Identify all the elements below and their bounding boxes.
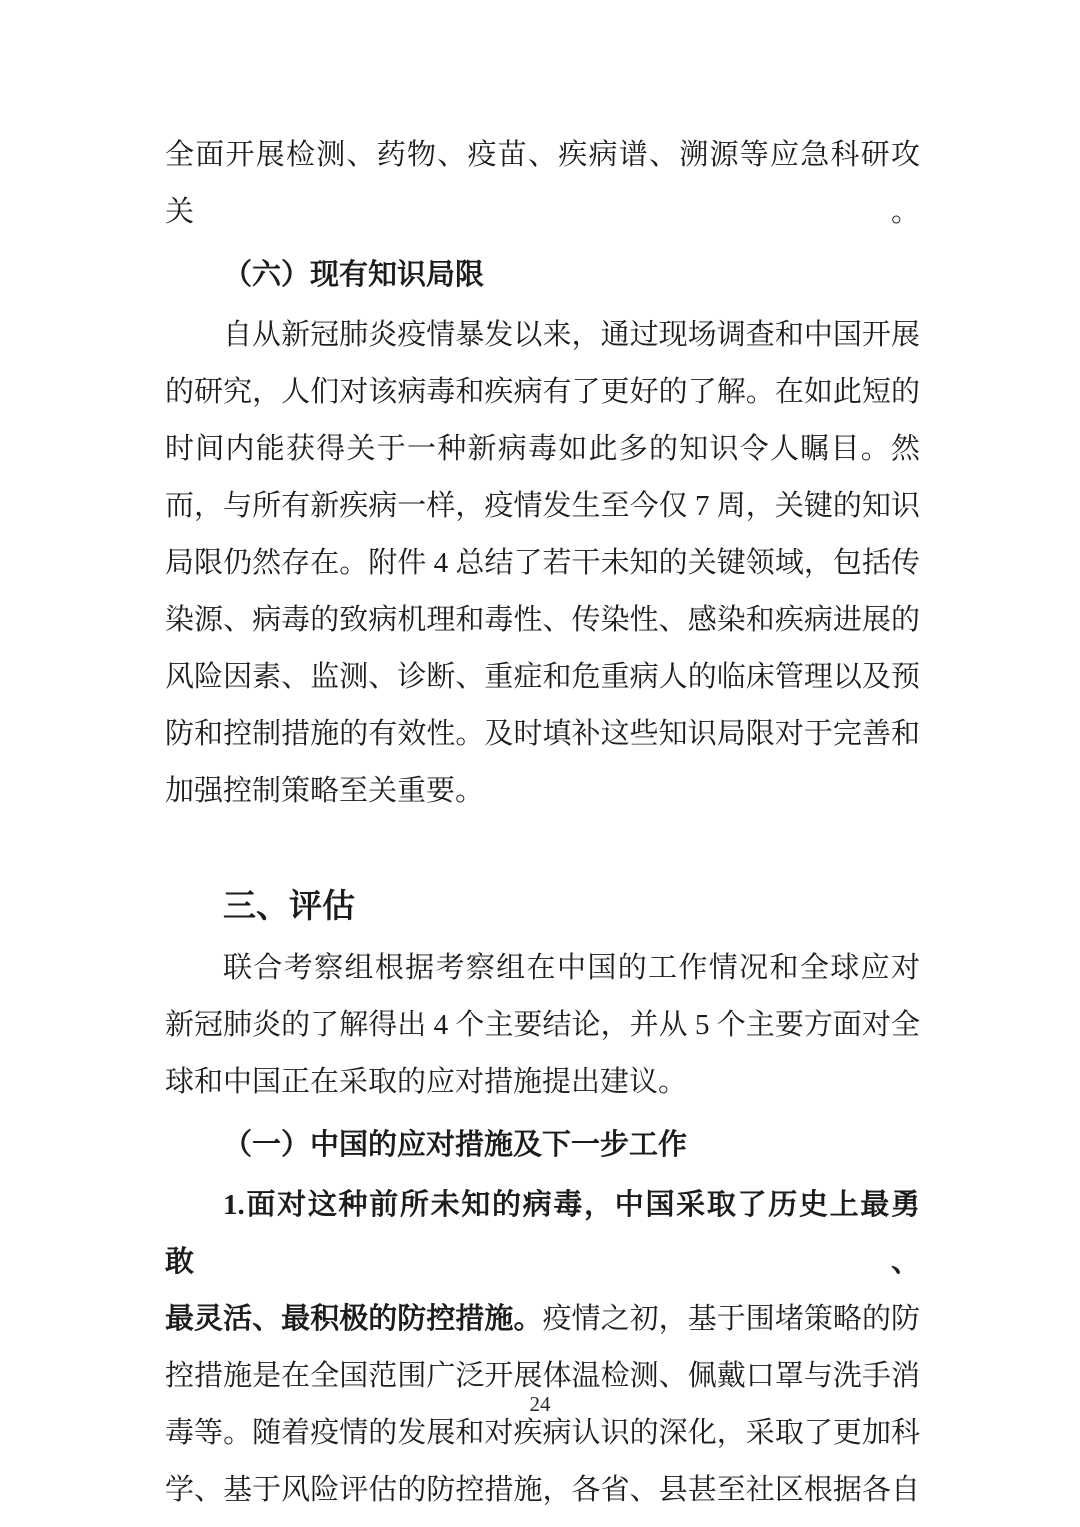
text-segment: 控措施是在全国范围广泛开展体温检测、佩戴口罩与洗手消 bbox=[165, 1360, 920, 1392]
text-line bbox=[165, 940, 920, 997]
section-heading bbox=[165, 247, 920, 304]
text-segment: 面对这种前所未知的病毒，中国采取了历史上最勇敢、 bbox=[165, 1189, 920, 1278]
paragraph bbox=[165, 307, 920, 820]
text-segment: 染源、病毒的致病机理和毒性、传染性、感染和疾病进展的 bbox=[165, 604, 920, 636]
text-segment: 风险因素、监测、诊断、重症和危重病人的临床管理以及预 bbox=[165, 661, 920, 693]
text-line bbox=[165, 706, 920, 763]
text-segment: 1. bbox=[223, 1189, 245, 1221]
page-number: 24 bbox=[529, 1392, 551, 1416]
text-segment: 时间内能获得关于一种新病毒如此多的知识令人瞩目。然 bbox=[165, 433, 920, 465]
text-line bbox=[165, 997, 920, 1054]
text-segment: 而，与所有新疾病一样，疫情发生至今仅 7 周，关键的知识 bbox=[165, 490, 920, 522]
text-line bbox=[165, 127, 920, 241]
text-segment: 局限仍然存在。附件 4 总结了若干未知的关键领域，包括传 bbox=[165, 547, 920, 579]
text-segment: 毒等。随着疫情的发展和对疾病认识的深化，采取了更加科 bbox=[165, 1417, 920, 1449]
text-segment: 防和控制措施的有效性。及时填补这些知识局限对于完善和 bbox=[165, 718, 920, 750]
text-segment: 疫情之初，基于围堵策略的防 bbox=[542, 1303, 920, 1335]
text-segment: 球和中国正在采取的应对措施提出建议。 bbox=[165, 1066, 688, 1098]
text-line bbox=[165, 1177, 920, 1291]
text-segment: 加强控制策略至关重要。 bbox=[165, 775, 485, 807]
text-segment: 学、基于风险评估的防控措施，各省、县甚至社区根据各自 bbox=[165, 1474, 920, 1506]
text-segment: 新冠肺炎的了解得出 4 个主要结论，并从 5 个主要方面对全 bbox=[165, 1009, 920, 1041]
text-line bbox=[165, 1462, 920, 1519]
text-segment: 三、评估 bbox=[223, 887, 355, 924]
text-line bbox=[165, 1291, 920, 1348]
text-segment: 联合考察组根据考察组在中国的工作情况和全球应对 bbox=[223, 952, 920, 984]
text-segment: 全面开展检测、药物、疫苗、疾病谱、溯源等应急科研攻关。 bbox=[165, 139, 920, 228]
document-content bbox=[165, 127, 920, 1519]
text-segment: （六）现有知识局限 bbox=[223, 259, 485, 291]
text-segment: （一）中国的应对措施及下一步工作 bbox=[223, 1129, 688, 1161]
section-heading bbox=[165, 1117, 920, 1174]
text-segment: 最灵活、最积极的防控措施。 bbox=[165, 1303, 543, 1335]
text-line bbox=[165, 1054, 920, 1111]
text-line bbox=[165, 307, 920, 364]
text-line bbox=[165, 763, 920, 820]
text-line bbox=[165, 421, 920, 478]
text-segment: 自从新冠肺炎疫情暴发以来，通过现场调查和中国开展 bbox=[223, 319, 920, 351]
text-segment: 的研究，人们对该病毒和疾病有了更好的了解。在如此短的 bbox=[165, 376, 920, 408]
text-line bbox=[165, 592, 920, 649]
text-line bbox=[165, 478, 920, 535]
paragraph bbox=[165, 1177, 920, 1519]
text-line bbox=[165, 535, 920, 592]
paragraph bbox=[165, 940, 920, 1111]
section-heading bbox=[165, 877, 920, 934]
text-line bbox=[165, 649, 920, 706]
text-line bbox=[165, 364, 920, 421]
